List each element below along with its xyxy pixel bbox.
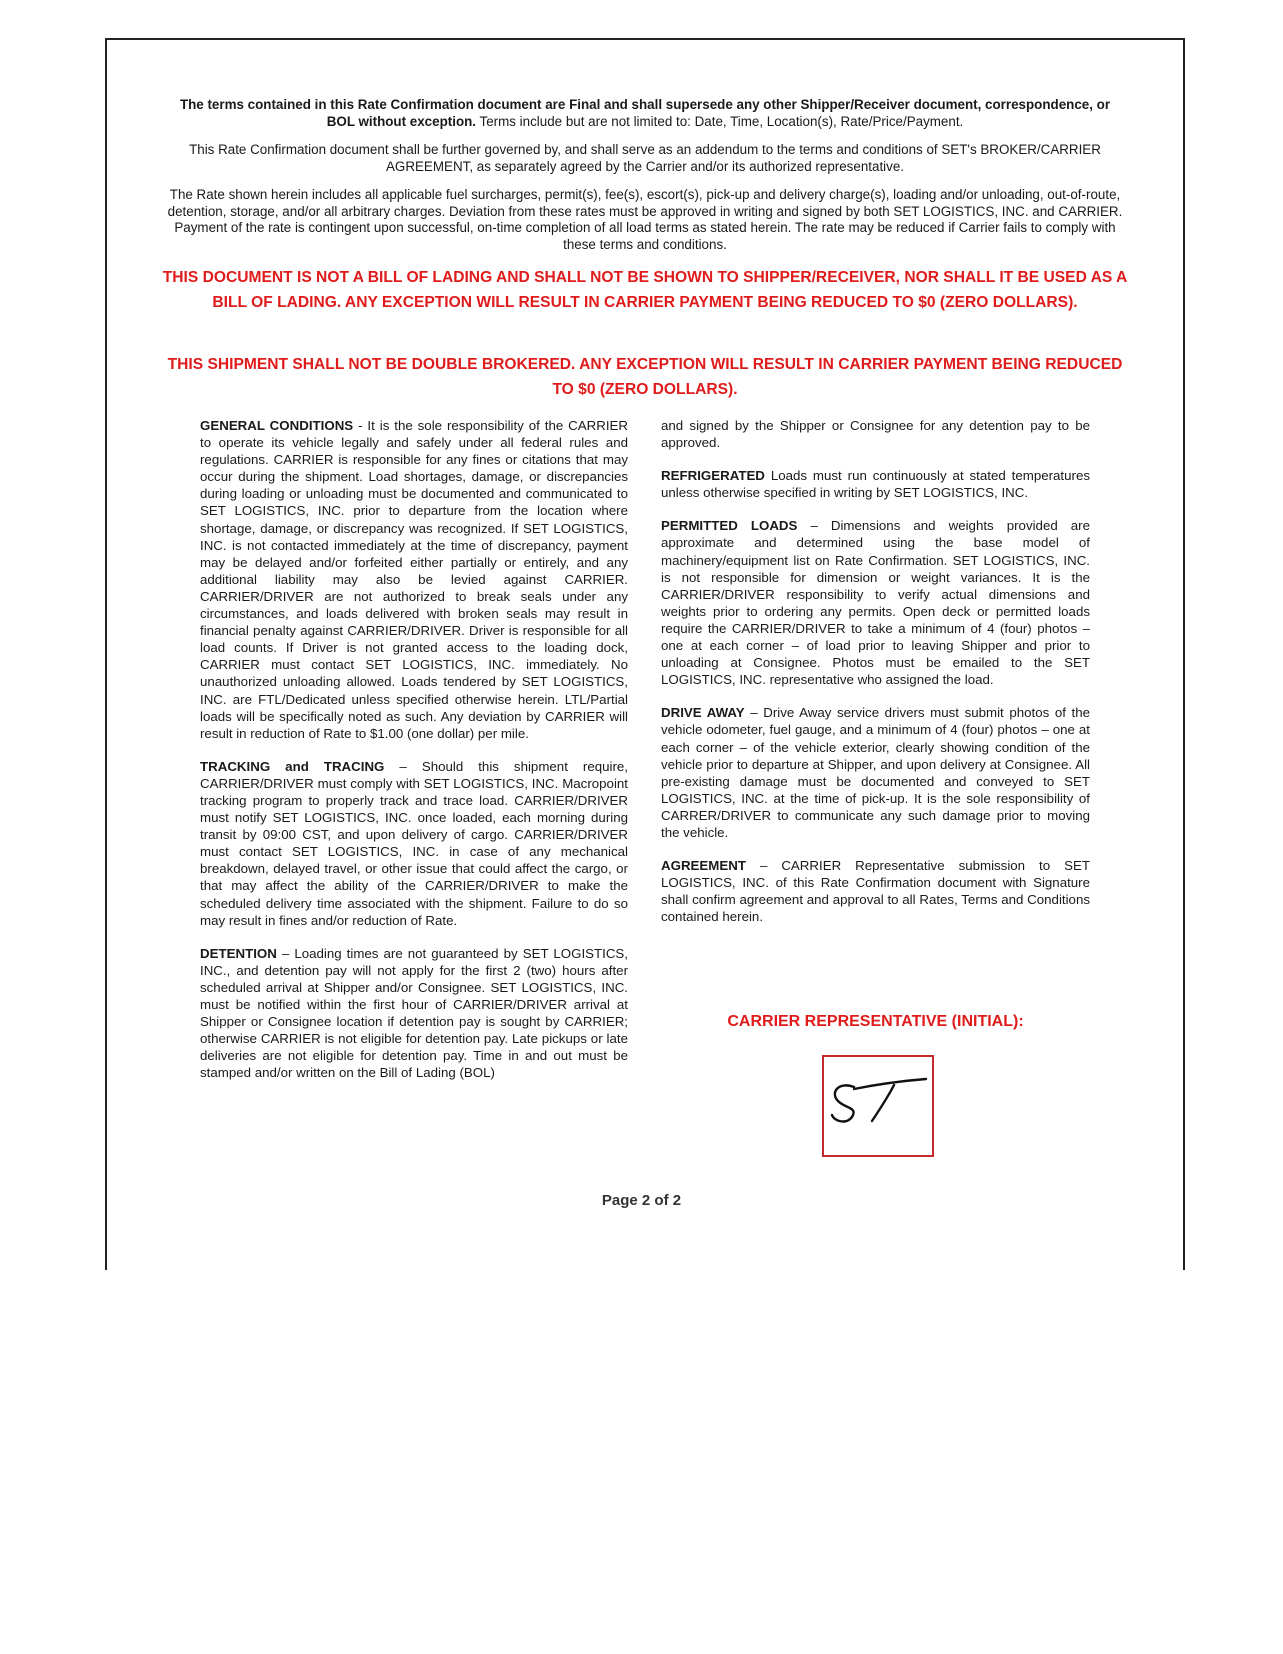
carrier-initial-label: CARRIER REPRESENTATIVE (INITIAL): <box>727 1013 1024 1030</box>
section-tracking <box>200 758 628 929</box>
section-heading: GENERAL CONDITIONS <box>200 418 354 433</box>
section-body: – Dimensions and weights provided are approximate and determined using the base model of machinery/equipment list on Rate Confirmation. SET LOGISTICS, INC. is not responsible for dimension or weight variances. It is the CARRIER/DRIVER responsibility to verify actual dimensions and weights prior to ordering any permits. Open deck or permitted loads require the CARRIER/DRIVER to take a minimum of 4 (four) photos – one at each corner – of load prior to leaving Shipper and prior to unloading at Consignee. Photos must be emailed to the SET LOGISTICS, INC. representative who assigned the load. <box>661 518 1090 688</box>
right-column <box>661 417 1090 941</box>
section-body: – Drive Away service drivers must submit photos of the vehicle odometer, fuel gauge, and a minimum of 4 (four) photos – one at each corner – of the vehicle exterior, clearly showing condition of the vehicle prior to departure at Shipper, and upon delivery at Consignee. All pre-existing damage must be documented and conveyed to SET LOGISTICS, INC. at the time of pick-up. It is the sole responsibility of CARRER/DRIVER to communicate any such damage prior to moving the vehicle. <box>661 705 1090 840</box>
warning-not-bill-of-lading: THIS DOCUMENT IS NOT A BILL OF LADING AND SHALL NOT BE SHOWN TO SHIPPER/RECEIVER, NOR SHALL IT BE USED AS A BILL OF LADING. ANY EXCEPTION WILL RESULT IN CARRIER PAYMENT BEING REDUCED TO $0 (ZERO DOLLARS). <box>162 269 1128 311</box>
section-body: – CARRIER Representative submission to SET LOGISTICS, INC. of this Rate Confirmation document with Signature shall confirm agreement and approval to all Rates, Terms and Conditions contained herein. <box>661 858 1090 925</box>
warning-double-brokered: THIS SHIPMENT SHALL NOT BE DOUBLE BROKERED. ANY EXCEPTION WILL RESULT IN CARRIER PAYMENT BEING REDUCED TO $0 (ZERO DOLLARS). <box>167 356 1123 398</box>
left-column <box>200 417 628 1097</box>
section-drive-away <box>661 704 1090 841</box>
section-detention-continued: and signed by the Shipper or Consignee for any detention pay to be approved. <box>661 418 1090 451</box>
signature-initials-image <box>824 1057 932 1155</box>
section-agreement <box>661 857 1090 925</box>
section-detention <box>200 945 628 1082</box>
section-heading: PERMITTED LOADS <box>661 518 798 534</box>
intro-paragraph-addendum: This Rate Confirmation document shall be further governed by, and shall serve as an addendum to the terms and conditions of SET's BROKER/CARRIER AGREEMENT, as separately agreed by the Carrier and/or its authorized representative. <box>189 142 1101 174</box>
intro-paragraph-rate: The Rate shown herein includes all applicable fuel surcharges, permit(s), fee(s), escort(s), pick-up and delivery charge(s), loading and/or unloading, out-of-route, detention, storage, and/or all arbitrary charges. Deviation from these rates must be approved in writing and signed by both SET LOGISTICS, INC. and CARRIER. Payment of the rate is contingent upon successful, on-time completion of all load terms as stated herein. The rate may be reduced if Carrier fails to comply with these terms and conditions. <box>167 187 1123 252</box>
intro-final-terms-bold: The terms contained in this Rate Confirmation document are Final and shall supersede any other Shipper/Receiver document, correspondence, or BOL without exception. <box>179 97 1111 129</box>
section-body: – Should this shipment require, CARRIER/DRIVER must comply with SET LOGISTICS, INC. Macropoint tracking program to properly track and trace load. CARRIER/DRIVER must notify SET LOGISTICS, INC. once loaded, each morning during transit by 09:00 CST, and upon delivery of cargo. CARRIER/DRIVER must contact SET LOGISTICS, INC. in case of any mechanical breakdown, delayed travel, or other issue that could affect the cargo, or that may affect the ability of the CARRIER/DRIVER to make the scheduled delivery time associated with the shipment. Failure to do so may result in fines and/or reduction of Rate. <box>200 758 628 928</box>
section-body: - It is the sole responsibility of the CARRIER to operate its vehicle legally and safely under all federal rules and regulations. CARRIER is responsible for any fines or citations that may occur during the shipment. Load shortages, damage, or discrepancies during loading or unloading must be documented and communicated to SET LOGISTICS, INC. prior to departure from the location where shortage, damage, or discrepancy was recognized. If SET LOGISTICS, INC. is not contacted immediately at the time of discrepancy, payment may be delayed and/or forfeited either partially or entirely, and any additional liability may also be levied against CARRIER. CARRIER/DRIVER are not authorized to break seals under any circumstances, and loads delivered with broken seals may result in financial penalty against CARRIER/DRIVER. Driver is responsible for all load counts. If Driver is not granted access to the loading dock, CARRIER must contact SET LOGISTICS, INC. immediately. No unauthorized unloading allowed. Loads tendered by SET LOGISTICS, INC. are FTL/Dedicated unless specified otherwise herein. LTL/Partial loads will be specifically noted as such. Any deviation by CARRIER will result in reduction of Rate to $1.00 (one dollar) per mile. <box>200 418 628 741</box>
carrier-initial-box[interactable] <box>822 1055 934 1157</box>
intro-final-terms-rest: Terms include but are not limited to: Date, Time, Location(s), Rate/Price/Payment. <box>476 113 964 129</box>
section-refrigerated <box>661 467 1090 501</box>
section-body: Loads must run continuously at stated temperatures unless otherwise specified in writing by SET LOGISTICS, INC. <box>661 468 1090 501</box>
section-heading: DRIVE AWAY <box>661 705 745 721</box>
section-heading: REFRIGERATED <box>661 468 765 484</box>
section-heading: AGREEMENT <box>661 858 746 874</box>
section-permitted-loads <box>661 517 1090 688</box>
section-heading: DETENTION <box>200 945 277 961</box>
section-general-conditions <box>200 417 628 742</box>
intro-paragraph-final-terms <box>165 97 1125 130</box>
page-number: Page 2 of 2 <box>601 1192 682 1209</box>
section-body: – Loading times are not guaranteed by SET LOGISTICS, INC., and detention pay will not apply for the first 2 (two) hours after scheduled arrival at Shipper and/or Consignee. SET LOGISTICS, INC. must be notified within the first hour of CARRIER/DRIVER arrival at Shipper or Consignee location if detention pay is sought by CARRIER; otherwise CARRIER is not eligible for detention pay. Late pickups or late deliveries are not eligible for detention pay. Time in and out must be stamped and/or written on the Bill of Lading (BOL) <box>200 945 628 1081</box>
section-heading: TRACKING and TRACING <box>200 758 385 774</box>
